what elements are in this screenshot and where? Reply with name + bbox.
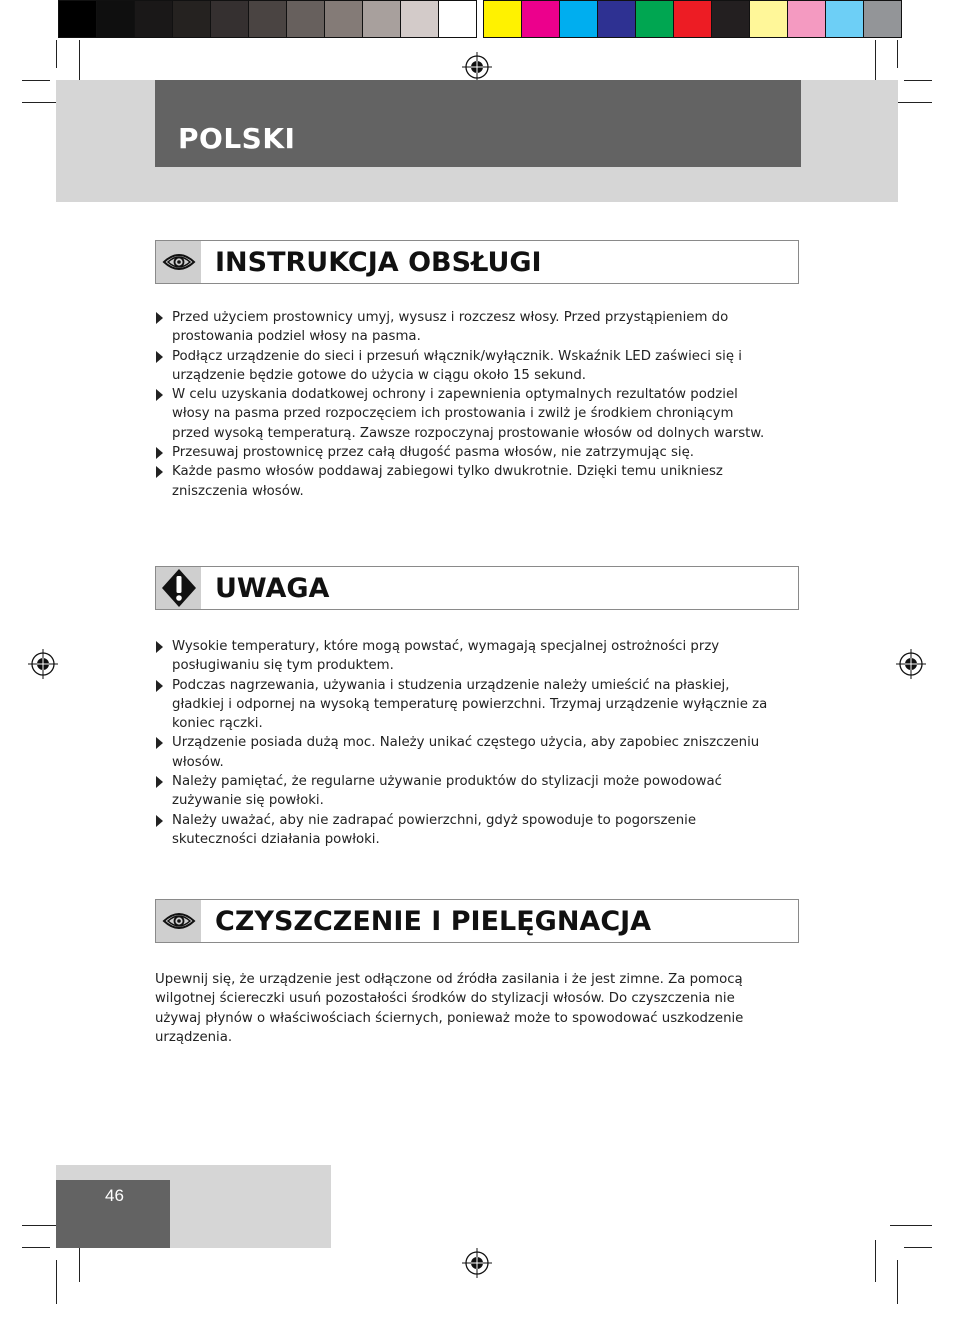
color-swatch (401, 1, 438, 37)
language-title: POLSKI (178, 122, 296, 155)
registration-mark-icon (28, 649, 58, 679)
section-title: INSTRUKCJA OBSŁUGI (215, 246, 542, 278)
section-header-warning (155, 566, 799, 610)
color-swatch (363, 1, 400, 37)
list-item: Urządzenie posiada dużą moc. Należy unikać częstego użycia, aby zapobiec zniszczeniu włosów. (155, 733, 775, 772)
color-swatch (788, 1, 825, 37)
section-title: UWAGA (215, 572, 330, 604)
instructions-list (155, 308, 775, 501)
list-item: Przed użyciem prostownicy umyj, wysusz i rozczesz włosy. Przed przystąpieniem do prostowania podziel włosy na pasma. (155, 308, 775, 347)
color-swatch (484, 1, 521, 37)
section-title: CZYSZCZENIE I PIELĘGNACJA (215, 905, 652, 937)
color-swatch (560, 1, 597, 37)
crop-mark (897, 40, 898, 68)
list-item: Należy pamiętać, że regularne używanie produktów do stylizacji może powodować zużywanie się powłoki. (155, 772, 775, 811)
color-swatch (864, 1, 901, 37)
crop-mark (890, 1225, 932, 1226)
list-item: Każde pasmo włosów poddawaj zabiegowi tylko dwukrotnie. Dzięki temu unikniesz zniszczenia włosów. (155, 462, 775, 501)
section-header-cleaning (155, 899, 799, 943)
page-number: 46 (105, 1186, 124, 1205)
crop-mark (22, 80, 50, 81)
color-swatch (522, 1, 559, 37)
registration-mark-icon (896, 649, 926, 679)
list-item: Wysokie temperatury, które mogą powstać, wymagają specjalnej ostrożności przy posługiwaniu się tym produktem. (155, 637, 775, 676)
warning-list (155, 637, 775, 849)
bullet-triangle-icon (156, 447, 163, 459)
section-header-instructions (155, 240, 799, 284)
eye-icon (162, 251, 196, 273)
bullet-triangle-icon (156, 312, 163, 324)
bullet-triangle-icon (156, 776, 163, 788)
registration-mark-icon (462, 52, 492, 82)
color-swatch (173, 1, 210, 37)
color-swatch (674, 1, 711, 37)
list-item: Przesuwaj prostownicę przez całą długość pasma włosów, nie zatrzymując się. (155, 443, 775, 462)
bullet-triangle-icon (156, 641, 163, 653)
bullet-triangle-icon (156, 680, 163, 692)
crop-mark (897, 1260, 898, 1304)
list-item: Należy uważać, aby nie zadrapać powierzchni, gdyż spowoduje to pogorszenie skuteczności działania powłoki. (155, 811, 775, 850)
eye-icon (162, 910, 196, 932)
color-swatch (249, 1, 286, 37)
registration-mark-icon (462, 1248, 492, 1278)
section-icon-box (156, 900, 201, 942)
bullet-triangle-icon (156, 466, 163, 478)
color-swatch (211, 1, 248, 37)
color-swatch (750, 1, 787, 37)
bullet-triangle-icon (156, 815, 163, 827)
crop-mark (904, 80, 932, 81)
section-icon-box (156, 567, 201, 609)
crop-mark (56, 40, 57, 68)
color-swatch (826, 1, 863, 37)
color-swatch (712, 1, 749, 37)
section-icon-box (156, 241, 201, 283)
bullet-triangle-icon (156, 351, 163, 363)
process-color-bar (483, 0, 902, 38)
color-swatch (135, 1, 172, 37)
color-swatch (439, 1, 476, 37)
color-swatch (636, 1, 673, 37)
color-swatch (97, 1, 134, 37)
cleaning-paragraph: Upewnij się, że urządzenie jest odłączone od źródła zasilania i że jest zimne. Za pomocą wilgotnej ściereczki usuń pozostałości środków do stylizacji włosów. Do czyszczenia nie używaj płynów o właściwościach ściernych, ponieważ może to spowodować uszkodzenie urządzenia. (155, 972, 744, 1045)
bullet-triangle-icon (156, 389, 163, 401)
color-swatch (325, 1, 362, 37)
color-swatch (287, 1, 324, 37)
list-item: Podczas nagrzewania, używania i studzenia urządzenie należy umieścić na płaskiej, gładkiej i odpornej na wysoką temperaturę powierzchni. Trzymaj urządzenie wyłącznie za koniec rączki. (155, 676, 775, 734)
bullet-triangle-icon (156, 737, 163, 749)
crop-mark (56, 1260, 57, 1304)
crop-mark (875, 1240, 876, 1282)
list-item: Podłącz urządzenie do sieci i przesuń włącznik/wyłącznik. Wskaźnik LED zaświeci się i urządzenie będzie gotowe do użycia w ciągu około 15 sekund. (155, 347, 775, 386)
crop-mark (904, 1247, 932, 1248)
grayscale-color-bar (58, 0, 477, 38)
list-item: W celu uzyskania dodatkowej ochrony i zapewnienia optymalnych rezultatów podziel włosy na pasma przed rozpoczęciem ich prostowania i zwilż je środkiem chroniącym przed wysoką temperaturą. Zawsze rozpoczynaj prostowanie włosów od dolnych warstw. (155, 385, 775, 443)
crop-mark (22, 1247, 50, 1248)
color-swatch (598, 1, 635, 37)
color-swatch (59, 1, 96, 37)
exclamation-icon (161, 568, 197, 608)
